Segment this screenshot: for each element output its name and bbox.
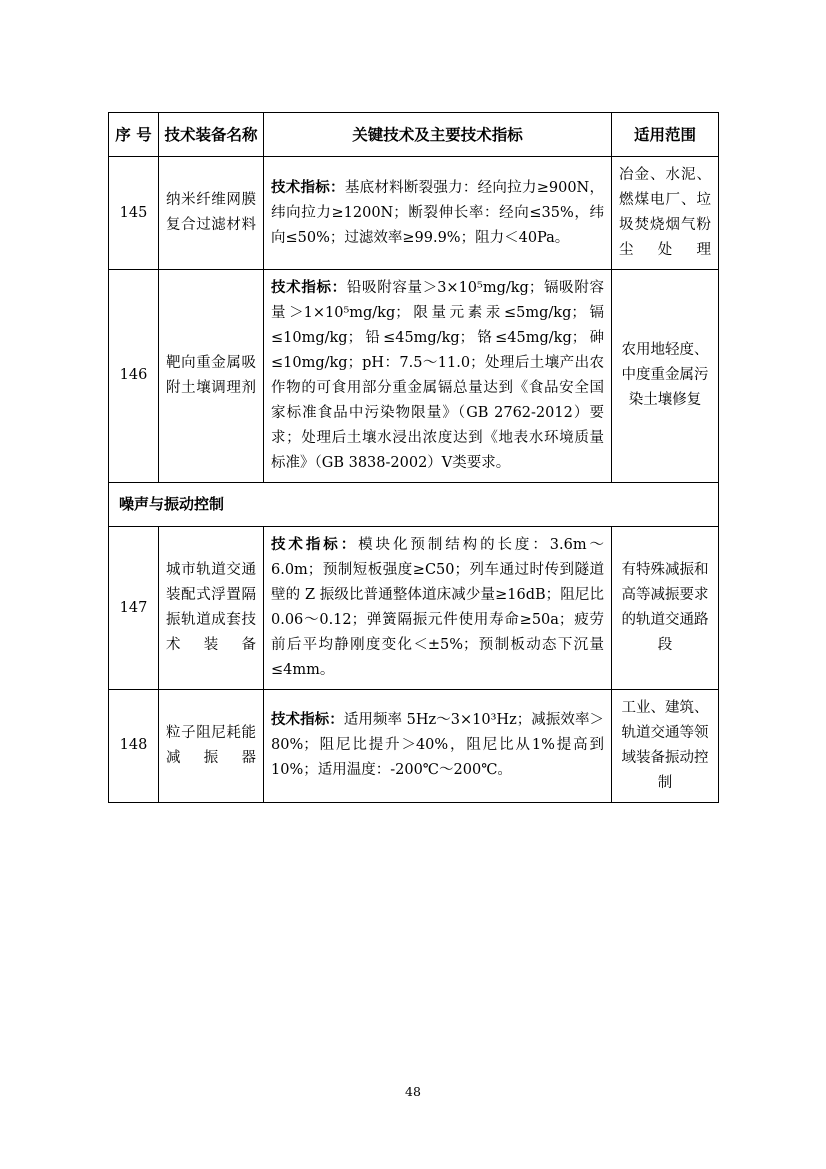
- row-scope: 有特殊减振和高等减振要求的轨道交通路段: [612, 527, 719, 690]
- page-number: 48: [405, 1084, 421, 1099]
- table-row: [109, 157, 719, 270]
- column-header-scope: 适用范围: [612, 113, 719, 157]
- row-scope: 农用地轻度、中度重金属污染土壤修复: [612, 270, 719, 483]
- row-index: 147: [109, 527, 159, 690]
- row-scope: 冶金、水泥、燃煤电厂、垃圾焚烧烟气粉尘处理: [612, 157, 719, 270]
- row-index: 146: [109, 270, 159, 483]
- row-tech-spec: [264, 527, 612, 690]
- row-equipment-name: 纳米纤维网膜复合过滤材料: [159, 157, 264, 270]
- column-header-index: 序 号: [109, 113, 159, 157]
- table-row: [109, 527, 719, 690]
- row-index: 145: [109, 157, 159, 270]
- tech-text: 铅吸附容量＞3×10⁵mg/kg；镉吸附容量＞1×10⁵mg/kg；限量元素汞≤5mg/kg；镉≤10mg/kg；铅≤45mg/kg；铬≤45mg/kg；砷≤10mg/kg；pH：7.5～11.0；处理后土壤产出农作物的可食用部分重金属镉总量达到《食品安全国家标准食品中污染物限量》（GB 2762-2012）要求；处理后土壤水浸出浓度达到《地表水环境质量标准》（GB 3838-2002）Ⅴ类要求。: [271, 280, 605, 471]
- table-header-row: [109, 113, 719, 157]
- row-equipment-name: 粒子阻尼耗能减振器: [159, 689, 264, 802]
- tech-text: 模块化预制结构的长度：3.6m～6.0m；预制短板强度≥C50；列车通过时传到隧道壁的 Z 振级比普通整体道床减少量≥16dB；阻尼比 0.06～0.12；弹簧隔振元件使用寿命≥50a；疲劳前后平均静刚度变化＜±5%；预制板动态下沉量≤4mm。: [271, 537, 605, 678]
- row-equipment-name: 城市轨道交通装配式浮置隔振轨道成套技术装备: [159, 527, 264, 690]
- table-row: [109, 270, 719, 483]
- row-tech-spec: [264, 157, 612, 270]
- tech-label: 技术指标：: [271, 536, 359, 554]
- table-section-row: [109, 482, 719, 527]
- tech-label: 技术指标：: [271, 279, 347, 296]
- row-tech-spec: [264, 689, 612, 802]
- tech-label: 技术指标：: [271, 711, 344, 729]
- tech-text: 适用频率 5Hz～3×10³Hz；减振效率＞80%；阻尼比提升＞40%，阻尼比从1%提高到 10%；适用温度：-200℃～200℃。: [271, 712, 604, 779]
- tech-label: 技术指标：: [271, 178, 345, 196]
- column-header-tech: 关键技术及主要技术指标: [264, 113, 612, 157]
- table-row: [109, 689, 719, 802]
- section-title: 噪声与振动控制: [109, 482, 719, 527]
- column-header-name: 技术装备名称: [159, 113, 264, 157]
- row-scope: 工业、建筑、轨道交通等领域装备振动控制: [612, 689, 719, 802]
- row-index: 148: [109, 689, 159, 802]
- tech-text: 基底材料断裂强力：经向拉力≥900N，纬向拉力≥1200N；断裂伸长率：经向≤35%，纬向≤50%；过滤效率≥99.9%；阻力＜40Pa。: [271, 179, 604, 246]
- technology-equipment-table: [108, 112, 719, 803]
- row-equipment-name: 靶向重金属吸附土壤调理剂: [159, 270, 264, 483]
- row-tech-spec: [264, 270, 612, 483]
